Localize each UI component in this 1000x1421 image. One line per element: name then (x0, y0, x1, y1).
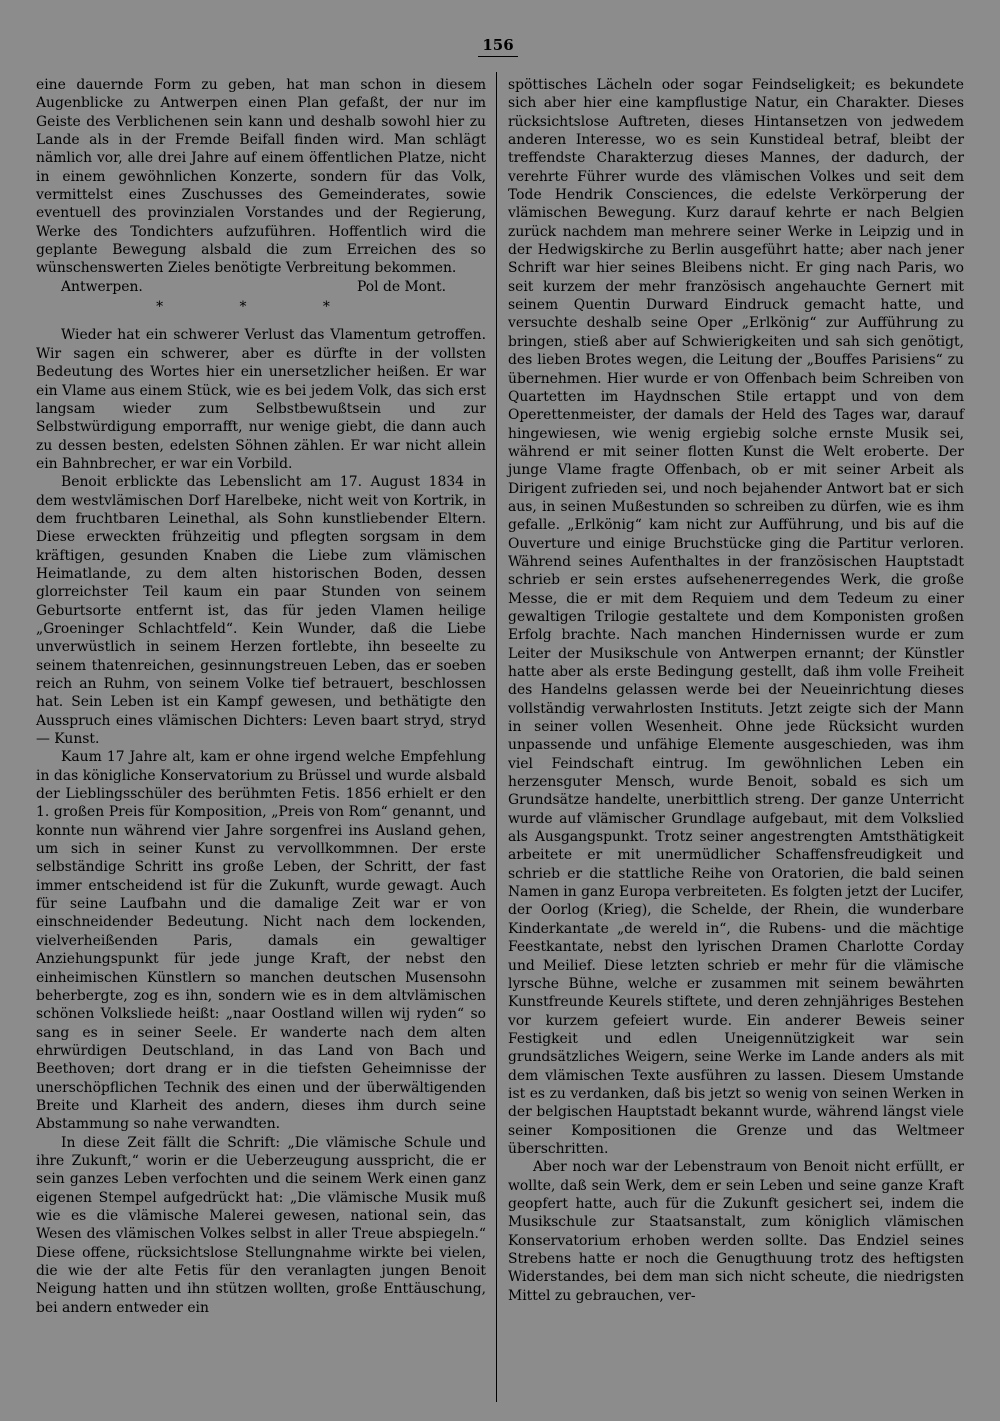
section-separator: * * * (156, 299, 366, 316)
signature-line (36, 278, 486, 296)
paragraph-life-dream: Aber noch war der Lebenstraum von Benoit nicht erfüllt, er wollte, daß sein Werk, dem er sein Leben und seine ganze Kraft geopfert hatte, auch für die Zukunft gesichert sei, indem die Musikschule zur Staatsanstalt, zum königlich vlämischen Konservatorium erhoben werden sollte. Das Endziel seines Strebens hatte er noch die Genugthuung trotz des heftigsten Widerstandes, bei dem man sich nicht scheute, die niedrigsten Mittel zu gebrauchen, ver- (508, 1159, 964, 1304)
left-column (36, 76, 486, 1317)
paragraph-birth: Benoit erblickte das Lebenslicht am 17. August 1834 in dem westvlämischen Dorf Harelbeke, nicht weit von Kortrik, in dem fruchtbaren Leinethal, als Sohn kunstliebender Eltern. Diese erweckten frühzeitig und pflegten sorgsam in dem kräftigen, gesunden Knaben die Liebe zum vlämischen Heimatlande, zu dem alten historischen Boden, dessen glorreichster Teil kaum ein paar Stunden von seinem Geburtsorte entfernt ist, das für jeden Vlamen heilige „Groeninger Schlachtfeld“. Kein Wunder, daß die Liebe unverwüstlich in seinem Herzen fortlebte, ihn beseelte zu seinem thatenreichen, gesinnungstreuen Leben, das er soeben reich an Ruhm, von seinem Volke tief betrauert, beschlossen hat. Sein Leben ist ein Kampf gewesen, und bethätigte den Ausspruch eines vlämischen Dichters: Leven baart stryd, stryd — Kunst. (36, 474, 486, 748)
paragraph-career: spöttisches Lächeln oder sogar Feindseligkeit; es bekundete sich aber hier eine kampflustige Natur, ein Charakter. Dieses rücksichtslose Auftreten, dieses Hintansetzen von jedwedem anderen Interesse, wo es sein Kunstideal betraf, bleibt der treffendste Charakterzug dieses Mannes, der dadurch, der verehrte Führer wurde des vlämischen Volkes und seit dem Tode Hendrik Consciences, die edelste Verkörperung der vlämischen Bewegung. Kurz darauf kehrte er nach Belgien zurück nachdem man mehrere seiner Werke in Leipzig und in der Hedwigskirche zu Berlin ausgeführt hatte; aber nach jener Schrift war hier seines Bleibens nicht. Er ging nach Paris, wo seit kurzem der mehr französisch angehauchte Gernert mit seinem Quentin Durward Eindruck gemacht hatte, und versuchte deshalb seine Oper „Erlkönig“ zur Aufführung zu bringen, stieß aber auf Schwierigkeiten und sah sich genötigt, des lieben Brotes wegen, die Leitung der „Bouffes Parisiens“ zu übernehmen. Hier wurde er von Offenbach beim Schreiben von Quartetten im Haydnschen Stile ertappt und von dem Operettenmeister, der damals der Held des Tages war, darauf hingewiesen, wie wenig ergiebig solche ernste Musik sei, während er mit seiner flotten Kunst die Welt eroberte. Der junge Vlame fragte Offenbach, ob er mit seiner Arbeit als Dirigent zufrieden sei, und noch bejahender Antwort bat er sich aus, in seinen Mußestunden so schreiben zu dürfen, wie es ihm gefalle. „Erlkönig“ kam nicht zur Aufführung, und bis auf die Ouverture und einige Bruchstücke ging die Partitur verloren. Während seines Aufenthaltes in der französischen Hauptstadt schrieb er sein erstes aufsehenerregendes Werk, die große Messe, die er mit dem Requiem und dem Tedeum zu einer gewaltigen Trilogie gestaltete und dem Komponisten großen Erfolg brachte. Nach manchen Hindernissen wurde er zum Leiter der Musikschule von Antwerpen ernannt; der Künstler hatte aber als erste Bedingung gestellt, daß ihm volle Freiheit des Handelns gelassen werde bei der Neueinrichtung dieses vollständig verwahrlosten Instituts. Jetzt zeigte sich der Mann in seiner vollen Wesenheit. Ohne jede Rücksicht wurden unpassende und unfähige Elemente ausgeschieden, was ihm viel Feindschaft eintrug. Im gewöhnlichen Leben ein herzensguter Mensch, wurde Benoit, sobald es sich um Grundsätze handelte, unerbittlich streng. Der ganze Unterricht wurde auf vlämischer Grundlage aufgebaut, mit dem Volkslied als Ausgangspunkt. Trotz seiner angestrengten Amtsthätigkeit arbeitete er mit unermüdlicher Schaffensfreudigkeit und schrieb er die stattliche Reihe von Oratorien, die bald seinen Namen in ganz Europa verbreiteten. Es folgten jetzt der Lucifer, der Oorlog (Krieg), die Schelde, der Rhein, die wunderbare Kinderkantate „de wereld in“, die Rubens- und die mächtige Feestkantate, nebst den lyrischen Dramen Charlotte Corday und Meilief. Diese letzten schrieb er mehr für die vlämische lyrsche Bühne, welche er zusammen mit seinem bewährten Kunstfreunde Keurels stiftete, und deren zehnjähriges Bestehen vor kurzem gefeiert wurde. Ein anderer Beweis seiner Festigkeit und edlen Uneigennützigkeit war sein grundsätzliches Weigern, seine Werke im Lande anders als mit dem vlämischen Texte ausführen zu lassen. Diesem Umstande ist es zu verdanken, daß bis jetzt so wenig von seinen Werken in der belgischen Hauptstadt bekannt wurde, während längst viele seiner Kompositionen die Grenze und das Weltmeer überschritten. (508, 77, 964, 1157)
paragraph-loss: Wieder hat ein schwerer Verlust das Vlamentum getroffen. Wir sagen ein schwerer, aber es dürfte in der vollsten Bedeutung des Wortes hier ein unersetzlicher heißen. Er war ein Vlame aus einem Stück, wie es bei jedem Volk, das sich erst langsam wieder zum Selbstbewußtsein und zur Selbstwürdigung emporrafft, nur wenige giebt, die dann auch zu dessen besten, edelsten Söhnen zählen. Er war nicht allein ein Bahnbrecher, er war ein Vorbild. (36, 327, 486, 472)
signature-author: Pol de Mont. (356, 278, 446, 295)
signature-place: Antwerpen. (61, 278, 143, 295)
page-number: 156 (478, 36, 518, 57)
right-column (508, 76, 964, 1305)
paragraph-memorial-plan: eine dauernde Form zu geben, hat man schon in diesem Augenblicke zu Antwerpen einen Plan gefaßt, der nur im Geiste des Verblichenen sein kann und deshalb sowohl hier zu Lande als in der Fremde Beifall finden wird. Man schlägt nämlich vor, alle drei Jahre auf einem öffentlichen Platze, nicht in einem gewöhnlichen Konzerte, sondern für das Volk, vermittelst eines Zuschusses des Gemeinderates, sowie eventuell des provinzialen Vorstandes und der Regierung, Werke des Tondichters aufzuführen. Hoffentlich wird die geplante Bewegung alsbald die zum Erreichen des so wünschenswerten Zieles benötigte Verbreitung bekommen. (36, 77, 486, 277)
paragraph-conservatory: Kaum 17 Jahre alt, kam er ohne irgend welche Empfehlung in das königliche Konservatorium zu Brüssel und wurde alsbald der Lieblingsschüler des berühmten Fetis. 1856 erhielt er den 1. großen Preis für Komposition, „Preis von Rom“ genannt, und konnte nun während vier Jahre sorgenfrei ins Ausland gehen, um sich in seiner Kunst zu vervollkommnen. Der erste selbständige Schritt ins große Leben, der Schritt, der fast immer entscheidend ist für die Zukunft, wurde gewagt. Auch für seine Laufbahn und die damalige Zeit war er von einschneidender Bedeutung. Nicht nach dem lockenden, vielverheißenden Paris, damals ein gewaltiger Anziehungspunkt für jede junge Kraft, der nebst den einheimischen Künstlern so manchen deutschen Musensohn beherbergte, zog es ihn, sondern wie es in dem altvlämischen schönen Volksliede heißt: „naar Oostland willen wij ryden“ so sang es in seiner Seele. Er wanderte nach dem alten ehrwürdigen Deutschland, in das Land von Bach und Beethoven; dort drang er in die tiefsten Geheimnisse der unerschöpflichen Technik des einen und der überwältigenden Breite und Klarheit des andern, dieses ihm durch seine Abstammung so nahe verwandten. (36, 749, 486, 1133)
paragraph-flemish-school: In diese Zeit fällt die Schrift: „Die vlämische Schule und ihre Zukunft,“ worin er die Ueberzeugung ausspricht, die er sein ganzes Leben verfochten und die seinem Werk einen ganz eigenen Stempel aufgedrückt hat: „Die vlämische Musik muß wie es die vlämische Malerei gewesen, national sein, das Wesen des vlämischen Volkes selbst in aller Treue abspiegeln.“ Diese offene, rücksichtslose Stellungnahme wirkte bei vielen, die wie der alte Fetis für den veranlagten jungen Benoit Neigung hatten und ihn stützen wollten, große Enttäuschung, bei andern entweder ein (36, 1134, 486, 1316)
column-divider (496, 72, 497, 1402)
